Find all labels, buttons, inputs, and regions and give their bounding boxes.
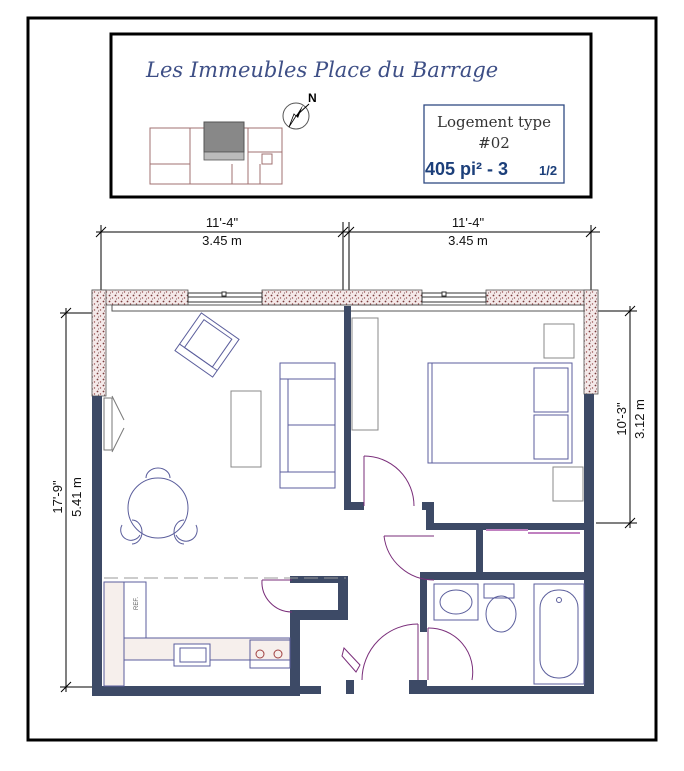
- header-box: [111, 34, 591, 197]
- right-width-imperial: 11'-4": [451, 215, 485, 230]
- highlighted-unit: [204, 122, 244, 152]
- unit-type-label: Logement type: [436, 113, 552, 131]
- closet: [352, 318, 378, 430]
- unit-number: #02: [478, 134, 510, 152]
- nightstand-top: [544, 324, 574, 358]
- left-width-metric: 3.45 m: [202, 233, 242, 248]
- tv-stand: [104, 398, 112, 450]
- right-width-metric: 3.45 m: [448, 233, 488, 248]
- north-label: N: [308, 91, 317, 105]
- bedroom-depth-imperial: 10'-3": [614, 402, 629, 436]
- sofa-icon: [280, 363, 335, 488]
- bed-icon: [428, 363, 572, 463]
- total-depth-imperial: 17'-9": [50, 480, 65, 514]
- doors: [262, 456, 580, 680]
- unit-size: 405 pi² - 3: [425, 159, 509, 179]
- total-depth-metric: 5.41 m: [69, 477, 84, 517]
- kitchen: [104, 578, 346, 686]
- dining-table-icon: [121, 468, 197, 544]
- fridge-label: REF.: [134, 596, 140, 610]
- unit-rooms-fraction: 1/2: [539, 163, 558, 178]
- bathroom-fixtures: [434, 584, 584, 684]
- building-title: Les Immeubles Place du Barrage: [146, 58, 499, 82]
- left-width-imperial: 11'-4": [205, 215, 239, 230]
- armchair-icon: [175, 313, 239, 377]
- nightstand-bottom: [553, 467, 583, 501]
- top-dimensions: [96, 222, 600, 290]
- bedroom-depth-metric: 3.12 m: [632, 399, 647, 439]
- compass-icon: [283, 103, 309, 129]
- coffee-table: [231, 391, 261, 467]
